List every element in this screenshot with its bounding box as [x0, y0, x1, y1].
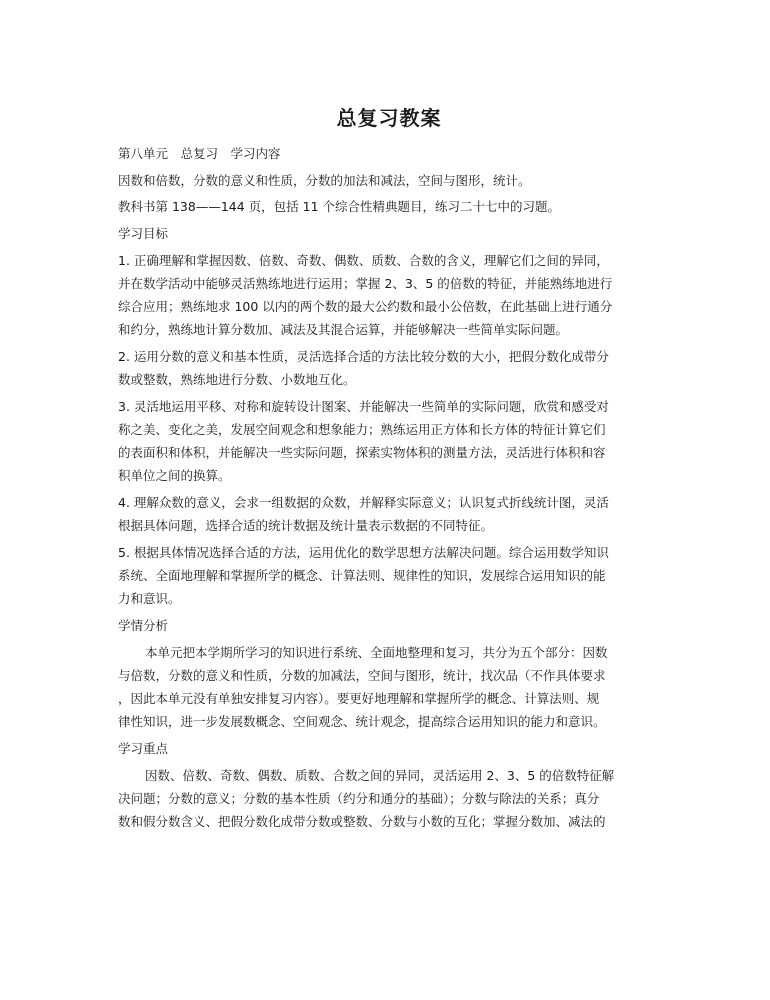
text-line: 力和意识。 [118, 591, 181, 607]
text-line: 与倍数，分数的意义和性质，分数的加减法，空间与图形，统计，找次品（不作具体要求 [118, 667, 606, 683]
document-title: 总复习教案 [336, 106, 442, 130]
text-line: 因数和倍数，分数的意义和性质，分数的加法和减法，空间与图形，统计。 [118, 172, 531, 188]
paragraph-goal-1 [118, 249, 660, 342]
document-body [118, 142, 660, 837]
paragraph-goal-3 [118, 395, 660, 488]
paragraph-key-points-text [118, 764, 660, 834]
text-line: 3. 灵活地运用平移、对称和旋转设计图案、并能解决一些简单的实际问题，欣赏和感受对 [118, 398, 609, 414]
text-line: 根据具体问题，选择合适的统计数据及统计量表示数据的不同特征。 [118, 518, 494, 534]
text-line: 1. 正确理解和掌握因数、倍数、奇数、偶数、质数、合数的含义，理解它们之间的异同， [118, 252, 609, 268]
text-line: 5. 根据具体情况选择合适的方法，运用优化的数学思想方法解决问题。综合运用数学知识 [118, 545, 609, 560]
paragraph-section-heading-goals [118, 222, 660, 245]
text-line: 称之美、变化之美，发展空间观念和想象能力；熟练运用正方体和长方体的特征计算它们 [118, 422, 606, 438]
paragraph-section-heading-analysis [118, 614, 660, 637]
text-line: 的表面积和体积，并能解决一些实际问题，探索实物体积的测量方法，灵活进行体积和容 [118, 445, 606, 461]
paragraph-spacer [118, 833, 660, 837]
paragraph-textbook-pages [118, 195, 660, 218]
text-line: 数或整数，熟练地进行分数、小数地互化。 [118, 372, 356, 388]
paragraph-goal-4 [118, 491, 660, 537]
text-line: 律性知识，进一步发展数概念、空间观念、统计观念，提高综合运用知识的能力和意识。 [118, 714, 606, 730]
paragraph-unit-heading [118, 142, 660, 165]
paragraph-content-summary [118, 169, 660, 192]
text-line: 并在数学活动中能够灵活熟练地进行运用；掌握 2、3、5 的倍数的特征，并能熟练地进行 [118, 275, 613, 291]
text-line: 学习重点 [118, 741, 169, 756]
text-line: 决问题；分数的意义；分数的基本性质（约分和通分的基础）；分数与除法的关系；真分 [118, 790, 600, 806]
text-line: 因数、倍数、奇数、偶数、质数、合数之间的异同，灵活运用 2、3、5 的倍数特征解 [145, 767, 615, 783]
paragraph-goal-5 [118, 541, 660, 611]
text-line: 积单位之间的换算。 [118, 468, 231, 484]
text-line: 数和假分数含义、把假分数化成带分数或整数、分数与小数的互化；掌握分数加、减法的 [118, 814, 606, 830]
text-line: 4. 理解众数的意义，会求一组数据的众数，并解释实际意义；认识复式折线统计图，灵活 [118, 495, 609, 511]
text-line: 和约分，熟练地计算分数加、减法及其混合运算，并能够解决一些简单实际问题。 [118, 322, 569, 338]
document-page [118, 0, 660, 1000]
text-line: 本单元把本学期所学习的知识进行系统、全面地整理和复习，共分为五个部分：因数 [145, 644, 608, 660]
text-line: ，因此本单元没有单独安排复习内容）。要更好地理解和掌握所学的概念、计算法则、规 [118, 691, 600, 707]
text-line: 综合应用；熟练地求 100 以内的两个数的最大公约数和最小公倍数，在此基础上进行通分 [118, 299, 613, 315]
text-line: 第八单元 总复习 学习内容 [118, 146, 281, 161]
text-line: 系统、全面地理解和掌握所学的概念、计算法则、规律性的知识，发展综合运用知识的能 [118, 568, 606, 584]
text-line: 教科书第 138——144 页，包括 11 个综合性精典题目，练习二十七中的习题。 [118, 199, 561, 215]
text-line: 学情分析 [118, 618, 169, 634]
paragraph-analysis-text [118, 641, 660, 734]
paragraph-section-heading-key-points [118, 737, 660, 760]
paragraph-goal-2 [118, 345, 660, 391]
text-line: 2. 运用分数的意义和基本性质，灵活选择合适的方法比较分数的大小，把假分数化成带分 [118, 349, 609, 364]
text-line: 学习目标 [118, 226, 169, 242]
